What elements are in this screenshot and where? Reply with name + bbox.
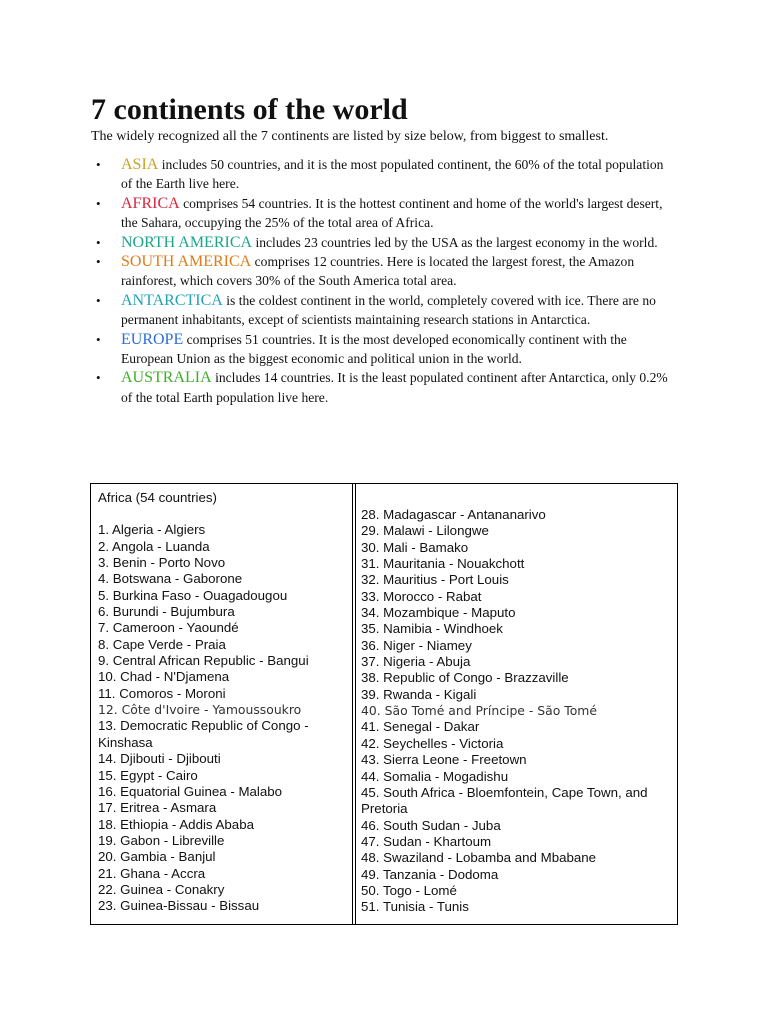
continent-description: is the coldest continent in the world, completely covered with ice. There are no permanent inhabitants, except of scientists maintaining research stations in Antarctica. (121, 292, 656, 328)
continent-item (91, 330, 671, 369)
continent-item (91, 155, 671, 194)
country-capital-row: 12. Côte d'Ivoire - Yamoussoukro (98, 702, 302, 718)
continent-name: ANTARCTICA (121, 291, 223, 309)
continent-name: AFRICA (121, 194, 180, 212)
bullet-icon: • (96, 254, 101, 270)
continent-item (91, 252, 671, 291)
country-capital-row: 51. Tunisia - Tunis (361, 899, 469, 915)
country-capital-row: 5. Burkina Faso - Ouagadougou (98, 587, 288, 603)
country-capital-row: 38. Republic of Congo - Brazzaville (361, 670, 569, 686)
continent-name: ASIA (121, 156, 159, 173)
continent-description: comprises 51 countries. It is the most developed economically continent with the European Union as the biggest economic and political union in the world. (121, 331, 627, 367)
country-capital-row: 42. Seychelles - Victoria (361, 735, 504, 751)
country-capital-row: 9. Central African Republic - Bangui (98, 653, 309, 669)
continent-description: includes 50 countries, and it is the most populated continent, the 60% of the total population of the Earth live here. (121, 157, 664, 192)
country-capital-row: 20. Gambia - Banjul (98, 849, 216, 865)
country-capital-row: 2. Angola - Luanda (98, 538, 210, 554)
continent-name: SOUTH AMERICA (121, 253, 252, 271)
country-capital-row: 10. Chad - N'Djamena (98, 669, 230, 685)
country-capital-row: 47. Sudan - Khartoum (361, 833, 492, 849)
continent-item (91, 233, 671, 252)
country-capital-row: 44. Somalia - Mogadishu (361, 768, 509, 784)
country-capital-row: 3. Benin - Porto Novo (98, 555, 226, 571)
continent-name: AUSTRALIA (121, 369, 212, 387)
continent-description: comprises 54 countries. It is the hottest continent and home of the world's largest desert, the Sahara, occupying the 25% of the total area of Africa. (121, 195, 663, 231)
country-capital-row: 46. South Sudan - Juba (361, 817, 501, 833)
country-capital-row: 1. Algeria - Algiers (98, 522, 206, 538)
continent-list (91, 155, 671, 407)
continent-item (91, 194, 671, 233)
country-capital-row: 32. Mauritius - Port Louis (361, 572, 509, 588)
country-capital-row: 37. Nigeria - Abuja (361, 654, 471, 670)
continent-description: includes 23 countries led by the USA as the largest economy in the world. (252, 234, 658, 250)
country-capital-row: 16. Equatorial Guinea - Malabo (98, 783, 283, 799)
country-capital-row: 15. Egypt - Cairo (98, 767, 198, 783)
table-right-column (356, 484, 678, 924)
bullet-icon: • (96, 370, 101, 386)
country-capital-row: 30. Mali - Bamako (361, 539, 469, 555)
country-capital-row: 14. Djibouti - Djibouti (98, 751, 221, 767)
continent-item (91, 291, 671, 330)
left-country-list (98, 522, 355, 914)
country-capital-row: 45. South Africa - Bloemfontein, Cape Town, and Pretoria (361, 784, 648, 817)
country-capital-row: 43. Sierra Leone - Freetown (361, 752, 527, 768)
country-capital-row: 7. Cameroon - Yaoundé (98, 620, 239, 636)
country-capital-row: 50. Togo - Lomé (361, 882, 457, 898)
country-capital-row: 35. Namibia - Windhoek (361, 621, 503, 637)
continent-description: includes 14 countries. It is the least populated continent after Antarctica, only 0.2% of the total Earth population live here. (121, 370, 668, 405)
africa-country-table (90, 483, 678, 925)
country-capital-row: 6. Burundi - Bujumbura (98, 604, 235, 620)
continent-name: NORTH AMERICA (121, 233, 253, 251)
country-capital-row: 31. Mauritania - Nouakchott (361, 556, 525, 572)
bullet-icon: • (96, 234, 101, 250)
country-capital-row: 13. Democratic Republic of Congo - Kinshasa (98, 718, 309, 750)
country-capital-row: 21. Ghana - Accra (98, 865, 206, 881)
country-capital-row: 8. Cape Verde - Praia (98, 636, 226, 652)
country-capital-row: 18. Ethiopia - Addis Ababa (98, 816, 254, 832)
country-capital-row: 28. Madagascar - Antananarivo (361, 507, 546, 522)
country-capital-row: 36. Niger - Niamey (361, 637, 472, 653)
country-capital-row: 22. Guinea - Conakry (98, 881, 225, 897)
bullet-icon: • (96, 157, 101, 172)
country-capital-row: 23. Guinea-Bissau - Bissau (98, 898, 260, 914)
country-capital-row: 41. Senegal - Dakar (361, 719, 480, 735)
continent-description: comprises 12 countries. Here is located the largest forest, the Amazon rainforest, which covers 30% of the South America total area. (121, 254, 635, 289)
table-left-column (91, 484, 355, 924)
table-heading: Africa (54 countries) (98, 490, 217, 505)
country-capital-row: 29. Malawi - Lilongwe (361, 523, 489, 539)
country-capital-row: 48. Swaziland - Lobamba and Mbabane (361, 850, 597, 866)
right-country-list (361, 507, 678, 916)
country-capital-row: 19. Gabon - Libreville (98, 832, 225, 848)
bullet-icon: • (96, 292, 101, 308)
country-capital-row: 49. Tanzania - Dodoma (361, 866, 499, 882)
bullet-icon: • (96, 331, 101, 347)
bullet-icon: • (96, 195, 101, 211)
continent-item (91, 368, 671, 407)
country-capital-row: 11. Comoros - Moroni (98, 685, 226, 701)
country-capital-row: 17. Eritrea - Asmara (98, 800, 217, 816)
intro-paragraph: The widely recognized all the 7 continents are listed by size below, from biggest to smallest. (91, 129, 609, 144)
page-title: 7 continents of the world (91, 93, 408, 126)
continent-name: EUROPE (121, 330, 184, 348)
country-capital-row: 34. Mozambique - Maputo (361, 605, 516, 621)
country-capital-row: 40. São Tomé and Príncipe - São Tomé (361, 703, 597, 719)
country-capital-row: 4. Botswana - Gaborone (98, 571, 243, 587)
country-capital-row: 39. Rwanda - Kigali (361, 686, 477, 702)
country-capital-row: 33. Morocco - Rabat (361, 588, 482, 604)
